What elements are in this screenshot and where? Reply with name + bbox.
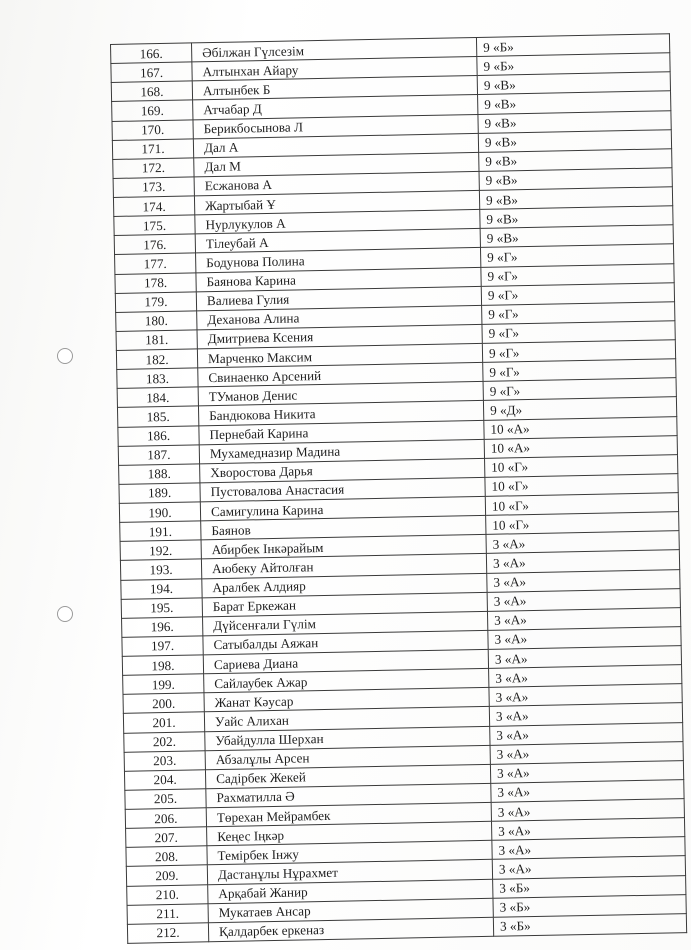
class-cell: 10 «А» [484,435,677,458]
student-name-cell: Уайс Алихан [204,707,489,732]
class-cell: 9 «Г» [480,244,673,267]
row-number-cell: 177. [115,253,196,274]
row-number-cell: 201. [123,712,204,733]
class-cell: 9 «В» [479,187,672,210]
roster-table-body [111,34,687,944]
class-cell: 9 «В» [478,91,671,114]
row-number-cell: 212. [127,923,208,944]
student-name-cell: Төрехан Мейрамбек [206,802,491,827]
class-cell: 3 «А» [487,569,680,592]
row-number-cell: 199. [123,674,204,695]
student-name-cell: Самигулина Карина [200,496,485,521]
row-number-cell: 172. [113,158,194,179]
class-cell: 9 «В» [479,148,672,171]
student-name-cell: Бодунова Полина [196,248,481,273]
row-number-cell: 178. [115,272,196,293]
class-cell: 3 «А» [490,722,683,745]
class-cell: 3 «А» [491,779,684,802]
row-number-cell: 176. [114,234,195,255]
class-cell: 10 «А» [484,416,677,439]
student-name-cell: Дал А [193,133,478,158]
student-name-cell: Дүйсенғали Гүлім [203,611,488,636]
student-name-cell: Қалдарбек еркеназ [208,917,493,942]
student-name-cell: ТУманов Денис [198,382,483,407]
student-name-cell: Абзалұлы Арсен [205,745,490,770]
student-name-cell: Дал М [194,152,479,177]
class-cell: 9 «В» [478,110,671,133]
student-name-cell: Темірбек Інжу [207,841,492,866]
student-name-cell: Аралбек Алдияр [202,573,487,598]
class-cell: 9 «Б» [477,53,670,76]
student-name-cell: Сариева Диана [203,649,488,674]
student-name-cell: Кеңес Іңкәр [207,821,492,846]
class-cell: 9 «Г» [482,340,675,363]
row-number-cell: 194. [121,578,202,599]
student-name-cell: Жанат Кәусар [204,688,489,713]
student-name-cell: Мукатаев Ансар [208,898,493,923]
row-number-cell: 173. [113,177,194,198]
class-cell: 3 «А» [489,684,682,707]
row-number-cell: 167. [111,62,192,83]
row-number-cell: 203. [124,750,205,771]
student-name-cell: Абирбек Інкәрайым [201,535,486,560]
class-cell: 3 «А» [487,607,680,630]
student-name-cell: Дастанұлы Нұрахмет [207,860,492,885]
row-number-cell: 180. [116,311,197,332]
student-name-cell: Тілеубай А [195,229,480,254]
class-cell: 3 «А» [492,837,685,860]
row-number-cell: 170. [112,119,193,140]
punch-hole-lower [57,606,73,622]
class-cell: 9 «В» [480,225,673,248]
row-number-cell: 186. [118,425,199,446]
student-name-cell: Әбілжан Гүлсезім [191,37,476,62]
class-cell: 10 «Г» [486,512,679,535]
student-name-cell: Арқабай Жанир [208,879,493,904]
student-name-cell: Сатыбалды Аяжан [203,630,488,655]
class-cell: 3 «Б» [493,913,686,936]
row-number-cell: 169. [112,100,193,121]
class-cell: 10 «Г» [485,454,678,477]
row-number-cell: 204. [124,770,205,791]
row-number-cell: 166. [111,43,192,64]
class-cell: 9 «В» [477,72,670,95]
class-cell: 9 «В» [479,168,672,191]
class-cell: 9 «Г» [482,321,675,344]
class-cell: 3 «А» [488,646,681,669]
class-cell: 9 «Д» [483,397,676,420]
student-name-cell: Баянова Карина [196,267,481,292]
row-number-cell: 198. [122,655,203,676]
row-number-cell: 181. [116,330,197,351]
row-number-cell: 184. [117,387,198,408]
class-cell: 3 «Б» [493,894,686,917]
row-number-cell: 183. [117,368,198,389]
student-name-cell: Атчабар Д [193,95,478,120]
class-cell: 9 «Г» [481,263,674,286]
class-cell: 9 «Г» [483,378,676,401]
student-name-cell: Алтынхан Айару [192,57,477,82]
student-name-cell: Аюбеку Айтолған [201,554,486,579]
class-cell: 3 «А» [489,703,682,726]
row-number-cell: 193. [120,559,201,580]
row-number-cell: 196. [122,617,203,638]
student-name-cell: Свинаенко Арсений [198,363,483,388]
row-number-cell: 200. [123,693,204,714]
student-name-cell: Рахматилла Ә [206,783,491,808]
student-name-cell: Есжанова А [194,171,479,196]
row-number-cell: 202. [124,731,205,752]
row-number-cell: 175. [114,215,195,236]
class-cell: 9 «Г» [482,301,675,324]
student-name-cell: Алтынбек Б [192,76,477,101]
row-number-cell: 205. [125,789,206,810]
class-cell: 3 «А» [486,531,679,554]
row-number-cell: 189. [119,483,200,504]
class-cell: 3 «Б» [493,875,686,898]
student-name-cell: Марченко Максим [197,343,482,368]
row-number-cell: 208. [126,846,207,867]
row-number-cell: 182. [116,349,197,370]
class-cell: 3 «А» [486,550,679,573]
row-number-cell: 209. [126,865,207,886]
class-cell: 3 «А» [487,588,680,611]
row-number-cell: 195. [121,597,202,618]
row-number-cell: 207. [126,827,207,848]
row-number-cell: 192. [120,540,201,561]
row-number-cell: 210. [127,884,208,905]
class-cell: 3 «А» [490,741,683,764]
student-name-cell: Деханова Алина [197,305,482,330]
row-number-cell: 185. [117,406,198,427]
class-cell: 9 «В» [480,206,673,229]
student-name-cell: Пернебай Карина [199,420,484,445]
class-cell: 9 «Б» [476,34,669,57]
class-cell: 9 «В» [478,129,671,152]
class-cell: 9 «Г» [481,282,674,305]
row-number-cell: 168. [111,81,192,102]
student-name-cell: Бандюкова Никита [198,401,483,426]
punch-hole-upper [57,348,73,364]
student-name-cell: Пустовалова Анастасия [200,477,485,502]
row-number-cell: 188. [119,464,200,485]
class-cell: 3 «А» [489,665,682,688]
row-number-cell: 179. [115,292,196,313]
row-number-cell: 211. [127,903,208,924]
class-cell: 10 «Г» [485,474,678,497]
row-number-cell: 187. [118,444,199,465]
class-cell: 3 «А» [491,799,684,822]
student-name-cell: Берикбосынова Л [193,114,478,139]
student-name-cell: Баянов [201,516,486,541]
class-cell: 10 «Г» [485,493,678,516]
row-number-cell: 190. [119,502,200,523]
student-name-cell: Убайдулла Шерхан [205,726,490,751]
student-name-cell: Садірбек Жекей [205,764,490,789]
student-name-cell: Нурлукулов А [195,210,480,235]
student-name-cell: Дмитриева Ксения [197,324,482,349]
student-name-cell: Барат Еркежан [202,592,487,617]
student-name-cell: Сайлаубек Ажар [204,668,489,693]
row-number-cell: 174. [113,196,194,217]
class-cell: 3 «А» [492,856,685,879]
row-number-cell: 191. [120,521,201,542]
class-cell: 3 «А» [488,627,681,650]
row-number-cell: 171. [112,139,193,160]
student-name-cell: Хворостова Дарья [200,458,485,483]
class-cell: 3 «А» [490,760,683,783]
row-number-cell: 206. [125,808,206,829]
student-name-cell: Жартыбай Ұ [194,190,479,215]
student-name-cell: Валиева Гулия [196,286,481,311]
student-name-cell: Мухамедназир Мадина [199,439,484,464]
row-number-cell: 197. [122,636,203,657]
student-roster-table [110,33,687,944]
class-cell: 9 «Г» [483,359,676,382]
class-cell: 3 «А» [491,818,684,841]
